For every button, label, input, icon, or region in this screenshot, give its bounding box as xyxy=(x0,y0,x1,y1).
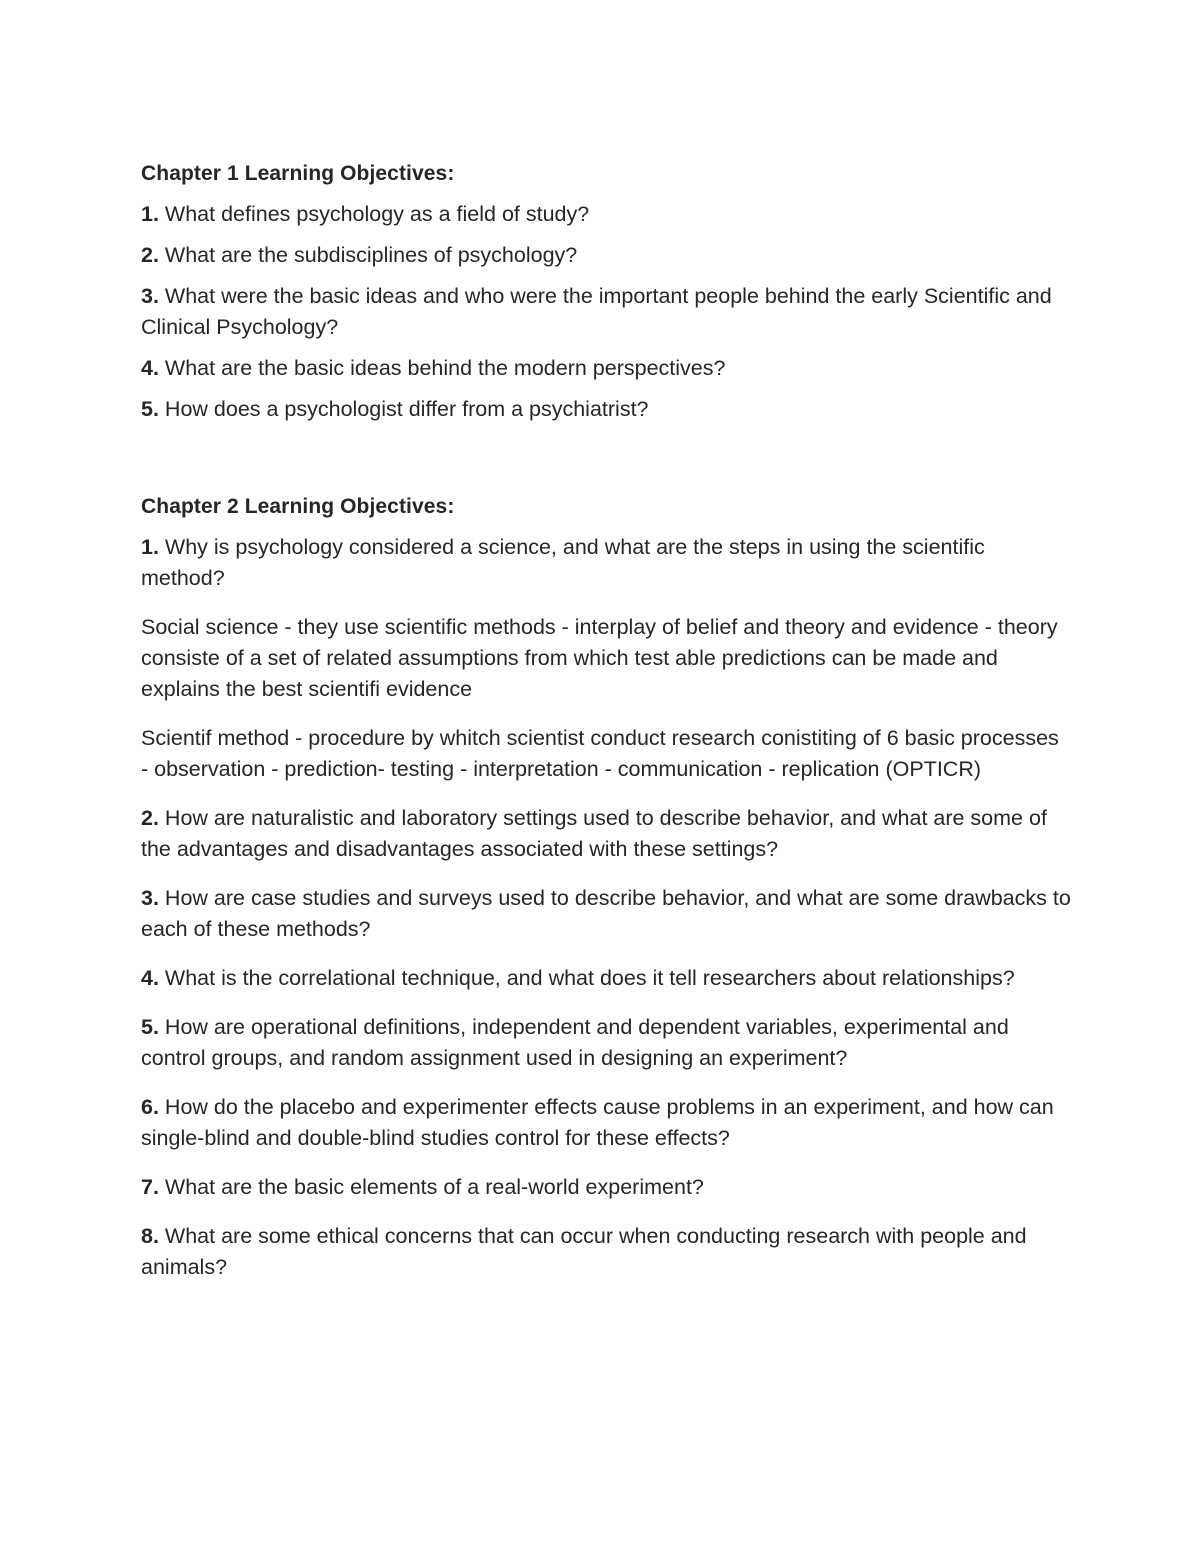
objective-text: What is the correlational technique, and what does it tell researchers about relationships? xyxy=(164,966,1015,990)
objective-text: What are the subdisciplines of psychology? xyxy=(164,243,578,267)
chapter-2-section xyxy=(141,491,1071,1301)
objective-text: What are the basic ideas behind the modern perspectives? xyxy=(164,356,726,380)
objective-item xyxy=(141,532,1071,594)
objective-item xyxy=(141,281,1071,343)
chapter-2-heading: Chapter 2 Learning Objectives: xyxy=(141,495,455,518)
objective-number: 1. xyxy=(141,535,159,559)
chapter-1-section xyxy=(141,158,1071,435)
objective-item xyxy=(141,199,1071,230)
objective-text: How do the placebo and experimenter effects cause problems in an experiment, and how can single-blind and double-blind studies control for these effects? xyxy=(141,1095,1054,1150)
objective-item xyxy=(141,1221,1071,1283)
objective-number: 1. xyxy=(141,202,159,226)
objective-number: 7. xyxy=(141,1175,159,1199)
objective-text: How are naturalistic and laboratory settings used to describe behavior, and what are some of the advantages and disadvantages associated with these settings? xyxy=(141,806,1047,861)
objective-number: 3. xyxy=(141,284,159,308)
objective-number: 3. xyxy=(141,886,159,910)
objective-text: What were the basic ideas and who were the important people behind the early Scientific and Clinical Psychology? xyxy=(141,284,1052,339)
objective-item xyxy=(141,963,1071,994)
objective-item xyxy=(141,1012,1071,1074)
objective-text: How are case studies and surveys used to describe behavior, and what are some drawbacks to each of these methods? xyxy=(141,886,1071,941)
objective-text: How does a psychologist differ from a psychiatrist? xyxy=(164,397,649,421)
objective-text: What defines psychology as a field of study? xyxy=(164,202,590,226)
objective-item xyxy=(141,1092,1071,1154)
objective-text: What are the basic elements of a real-world experiment? xyxy=(164,1175,704,1199)
objective-text: How are operational definitions, independent and dependent variables, experimental and control groups, and random assignment used in designing an experiment? xyxy=(141,1015,1009,1070)
objective-text: Why is psychology considered a science, and what are the steps in using the scientific method? xyxy=(141,535,985,590)
objective-number: 2. xyxy=(141,243,159,267)
note-paragraph: Scientif method - procedure by whitch scientist conduct research conistiting of 6 basic processes - observation - prediction- testing - interpretation - communication - replication (OPTICR) xyxy=(141,726,1059,781)
objective-item xyxy=(141,394,1071,425)
note-paragraph: Social science - they use scientific methods - interplay of belief and theory and evidence - theory consiste of a set of related assumptions from which test able predictions can be made and explains the best scientifi evidence xyxy=(141,615,1058,701)
objective-text: What are some ethical concerns that can occur when conducting research with people and animals? xyxy=(141,1224,1027,1279)
objective-number: 8. xyxy=(141,1224,159,1248)
chapter-1-heading: Chapter 1 Learning Objectives: xyxy=(141,162,455,185)
objective-number: 5. xyxy=(141,1015,159,1039)
objective-item xyxy=(141,803,1071,865)
objective-number: 5. xyxy=(141,397,159,421)
objective-number: 2. xyxy=(141,806,159,830)
objective-item xyxy=(141,1172,1071,1203)
objective-item xyxy=(141,240,1071,271)
objective-item xyxy=(141,353,1071,384)
objective-number: 4. xyxy=(141,966,159,990)
objective-number: 6. xyxy=(141,1095,159,1119)
objective-number: 4. xyxy=(141,356,159,380)
objective-item xyxy=(141,883,1071,945)
